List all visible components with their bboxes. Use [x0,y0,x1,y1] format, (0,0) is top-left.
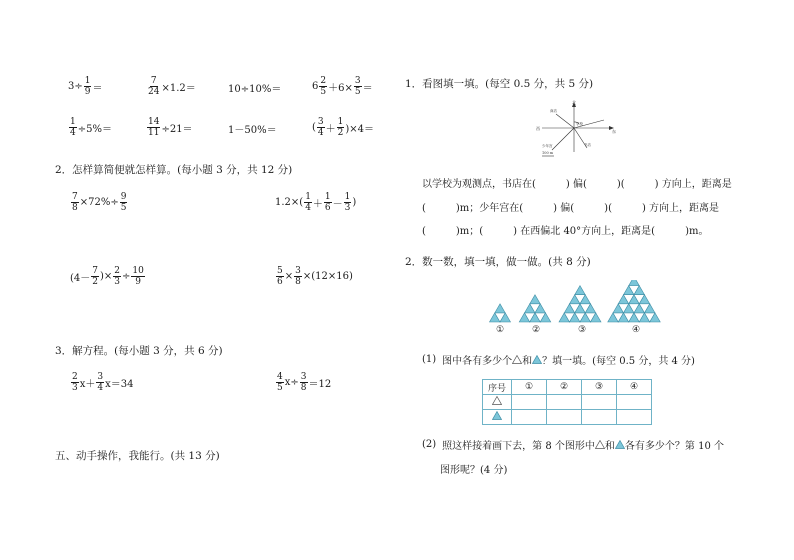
triangle-figure-1 [490,304,511,322]
expr-text: x÷ [284,377,299,388]
fraction: $\frac{7}{2}$ [92,266,98,287]
expr-row1-1 [68,76,102,97]
fraction: $\frac{7}{24}$ [148,76,160,97]
triangle-figures [480,280,670,336]
expr-text: ×(12×16) [302,271,353,282]
sub2-text-b: 和 [604,441,615,452]
sub2-text-a: 照这样接着画下去，第 8 个图形中 [442,441,595,452]
table-header-cell: ③ [582,380,617,395]
expr-text: 1－50%＝ [228,125,277,136]
map-scale-label: 100 m [542,151,554,155]
expr-text: ( [312,122,316,133]
section5-title: 五、动手操作，我能行。(共 13 分) [55,450,220,462]
map-north-label: 北 [572,100,576,105]
expr-row2-1 [68,117,112,138]
map-bookstore-label: 书店 [584,143,591,147]
simplify-expr-1 [70,192,128,213]
fraction: $\frac{1}{9}$ [84,76,91,97]
sub2-question [422,437,724,452]
expr-row1-4 [312,76,373,97]
fraction: $\frac{1}{4}$ [70,117,76,138]
blue-triangle [629,280,640,286]
expr-row2-4 [312,117,374,138]
fraction: $\frac{5}{6}$ [277,266,283,287]
expr-text: － [332,199,343,210]
map-school-label: 学校 [576,122,583,126]
table-header-cell: ④ [617,380,652,395]
blue-triangle [495,304,506,313]
expr-row1-3 [228,80,281,95]
sub1-text-c: ？填一填。(每空 0.5 分，共 4 分) [542,356,695,367]
equation-2 [275,372,331,393]
simplify-expr-4 [275,266,353,287]
answer-cell[interactable] [512,410,547,425]
fraction: $\frac{7}{8}$ [72,192,78,213]
blue-triangle [530,295,541,304]
fraction: $\frac{1}{4}$ [305,192,311,213]
blue-triangle-icon [615,440,625,449]
equation-1 [70,372,133,393]
q1-title: 1．看图填一填。(每空 0.5 分，共 5 分) [405,78,594,90]
expr-text: ×72%÷ [79,197,119,208]
white-triangle-icon [512,355,522,364]
table-row [483,395,652,410]
triangle-figure-3 [559,286,601,322]
fraction: $\frac{1}{6}$ [324,192,331,213]
table-row [483,410,652,425]
sub1-text-b: 和 [522,356,533,367]
expr-text: × [284,271,294,282]
answer-cell[interactable] [582,410,617,425]
answer-cell[interactable] [547,395,582,410]
expr-text: ÷ [122,271,131,282]
direction-map [532,100,622,160]
section2-title: 2．怎样算简便就怎样算。(每小题 3 分，共 12 分) [55,164,293,176]
sub1-prefix: (1) [422,354,437,365]
fraction: $\frac{2}{5}$ [320,76,327,97]
map-shop-label: 商店 [550,109,557,113]
simplify-expr-2 [275,192,356,213]
fraction: $\frac{3}{8}$ [295,266,301,287]
sub2-line2: 图形呢？(4 分) [440,465,508,476]
table-header-cell: ① [512,380,547,395]
blue-triangle-row-icon [483,410,512,425]
expr-text: ) [352,197,357,208]
expr-text: 1.2×( [275,197,304,208]
blue-triangle [575,286,586,295]
fraction: $\frac{1}{3}$ [344,192,351,213]
sub1-text-a: 图中各有多少个 [442,356,513,367]
q1-line2: ( )m；少年宫在( ) 偏( )( ) 方向上，距离是 [422,203,720,214]
expr-text: 3÷ [68,81,83,92]
q2-title: 2．数一数，填一填，做一做。(共 8 分) [405,256,591,268]
expr-text: (4－ [70,273,91,284]
fraction: $\frac{3}{4}$ [317,117,324,138]
table-header-row [483,380,652,395]
fraction: $\frac{9}{5}$ [120,192,127,213]
expr-text: 6 [312,81,319,92]
q1-line3: ( )m；( ) 在西偏北 40°方向上，距离是( )m。 [422,226,709,237]
answer-cell[interactable] [512,395,547,410]
map-west-label: 西 [536,126,540,131]
table-header-cell: 序号 [483,380,512,395]
expr-text: x＝34 [105,379,134,390]
expr-text: ÷5%＝ [77,124,112,135]
expr-text: ＋6× [328,83,353,94]
map-youth-palace-label: 少年宫 [542,144,553,148]
white-triangle-row-icon [483,395,512,410]
figure-label-1: ① [496,325,505,335]
figure-label-3: ③ [578,325,587,335]
fraction: $\frac{3}{5}$ [354,76,361,97]
expr-text: ＝ [92,83,103,94]
fraction: $\frac{10}{9}$ [132,266,144,287]
sub2-prefix: (2) [422,439,437,450]
expr-text: ＝ [362,83,373,94]
expr-text: )× [100,271,113,282]
fraction: $\frac{2}{3}$ [72,372,78,393]
expr-row2-2 [146,117,193,138]
triangle-figure-2 [519,295,551,322]
figure-label-2: ② [532,325,541,335]
expr-text: ＋ [312,199,323,210]
answer-cell[interactable] [617,410,652,425]
expr-text: 10÷10%＝ [228,84,282,95]
simplify-expr-3 [70,266,146,287]
fraction: $\frac{4}{5}$ [277,372,283,393]
figure-label-4: ④ [632,325,641,335]
fraction: $\frac{3}{4}$ [97,372,104,393]
answer-cell[interactable] [547,410,582,425]
white-triangle-icon [595,440,605,449]
answer-cell[interactable] [582,395,617,410]
expr-row1-2 [146,76,196,97]
expr-text: ＝12 [308,379,332,390]
expr-text: )×4＝ [345,124,375,135]
blue-triangle-icon [532,355,542,364]
fraction: $\frac{3}{8}$ [300,372,307,393]
expr-row2-3 [228,121,277,136]
fraction: $\frac{2}{3}$ [114,266,121,287]
triangle-figure-4 [608,280,661,322]
expr-text: ×1.2＝ [161,83,196,94]
fraction: $\frac{14}{11}$ [148,117,160,138]
sub1-question [422,352,695,367]
q1-line1: 以学校为观测点，书店在( ) 偏( )( ) 方向上，距离是 [422,179,732,190]
count-table [482,379,652,425]
expr-text: x＋ [79,379,96,390]
expr-text: ÷21＝ [161,124,193,135]
section3-title: 3．解方程。(每小题 3 分，共 6 分) [55,345,223,357]
map-east-label: 东 [612,129,616,134]
sub2-text-c: 各有多少个？第 10 个 [624,441,724,452]
fraction: $\frac{1}{2}$ [337,117,344,138]
table-header-cell: ② [547,380,582,395]
expr-text: ＋ [325,124,336,135]
answer-cell[interactable] [617,395,652,410]
